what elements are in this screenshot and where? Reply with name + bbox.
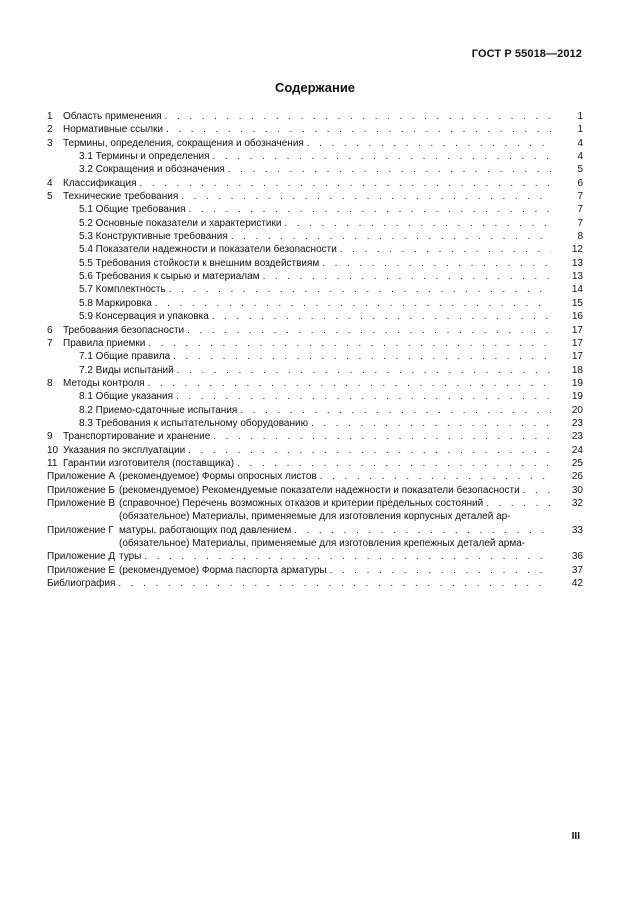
toc-entry-title: 8.2 Приемо-сдаточные испытания bbox=[79, 404, 238, 416]
toc-entry-title: 5.6 Требования к сырью и материалам bbox=[79, 271, 260, 283]
toc-entry-page: 13 bbox=[571, 257, 583, 269]
document-code: ГОСТ Р 55018—2012 bbox=[471, 48, 582, 60]
toc-entry[interactable] bbox=[47, 243, 583, 256]
toc-entry-page: 33 bbox=[571, 524, 583, 536]
toc-entry[interactable] bbox=[47, 324, 583, 337]
toc-entry-title: 5.3 Конструктивные требования bbox=[79, 231, 228, 243]
toc-entry-title: Классификация bbox=[63, 177, 137, 189]
toc-entry-title: Нормативные ссылки bbox=[63, 124, 164, 136]
toc-entry[interactable] bbox=[47, 497, 583, 510]
toc-entry-title: (обязательное) Материалы, применяемые для изготовления корпусных деталей ар- bbox=[119, 511, 511, 523]
toc-entry[interactable] bbox=[47, 163, 583, 176]
toc-entry-title-continued: матуры, работающих под давлением bbox=[119, 524, 292, 536]
toc-entry[interactable] bbox=[47, 577, 583, 590]
toc-entry-title: Гарантии изготовителя (поставщика) bbox=[63, 457, 235, 469]
dot-leader bbox=[228, 163, 551, 176]
toc-entry-page: 4 bbox=[577, 151, 583, 163]
table-of-contents bbox=[47, 110, 583, 590]
dot-leader bbox=[311, 417, 551, 430]
appendix-label: Приложение Д bbox=[47, 551, 116, 563]
toc-entry[interactable] bbox=[47, 484, 583, 497]
toc-entry[interactable] bbox=[47, 110, 583, 123]
toc-entry-number: 11 bbox=[47, 457, 58, 469]
toc-entry-number: 6 bbox=[47, 324, 53, 336]
toc-entry-number: 1 bbox=[47, 111, 53, 122]
toc-entry-title: 7.1 Общие правила bbox=[79, 351, 171, 363]
toc-entry-title: Правила приемки bbox=[63, 337, 146, 349]
toc-entry-number: 3 bbox=[47, 137, 53, 149]
toc-entry-page: 18 bbox=[571, 364, 583, 376]
toc-entry[interactable] bbox=[47, 510, 583, 537]
dot-leader bbox=[523, 484, 551, 497]
toc-entry[interactable] bbox=[47, 190, 583, 203]
toc-entry-title: 7.2 Виды испытаний bbox=[79, 364, 174, 376]
toc-entry[interactable] bbox=[47, 297, 583, 310]
toc-entry-page: 13 bbox=[571, 271, 583, 283]
toc-entry-title: (обязательное) Материалы, применяемые для изготовления крепежных деталей арма- bbox=[119, 538, 526, 549]
page-number: III bbox=[571, 831, 580, 842]
toc-entry-number: 4 bbox=[47, 177, 53, 189]
toc-entry-number: 9 bbox=[47, 431, 53, 443]
dot-leader bbox=[322, 257, 551, 270]
dot-leader bbox=[212, 310, 551, 323]
toc-entry-number: 5 bbox=[47, 191, 53, 203]
toc-entry-page: 7 bbox=[577, 204, 583, 216]
dot-leader bbox=[213, 150, 551, 163]
dot-leader bbox=[188, 444, 551, 457]
toc-entry-page: 12 bbox=[571, 244, 583, 256]
dot-leader bbox=[148, 337, 551, 350]
toc-entry-title: 8.3 Требования к испытательному оборудованию bbox=[79, 417, 309, 429]
toc-entry-page: 19 bbox=[571, 391, 583, 403]
dot-leader bbox=[340, 243, 551, 256]
toc-entry-page: 1 bbox=[577, 111, 583, 122]
toc-entry-page: 37 bbox=[571, 564, 583, 576]
toc-entry-number: 2 bbox=[47, 124, 53, 136]
dot-leader bbox=[320, 470, 551, 483]
dot-leader bbox=[231, 230, 551, 243]
toc-entry[interactable] bbox=[47, 377, 583, 390]
toc-entry-page: 23 bbox=[571, 431, 583, 443]
toc-entry[interactable] bbox=[47, 230, 583, 243]
toc-entry-title: Термины, определения, сокращения и обозначения bbox=[63, 137, 304, 149]
toc-entry[interactable] bbox=[47, 283, 583, 296]
dot-leader bbox=[284, 217, 551, 230]
dot-leader bbox=[307, 137, 551, 150]
dot-leader bbox=[169, 283, 551, 296]
toc-entry[interactable] bbox=[47, 430, 583, 443]
dot-leader bbox=[189, 203, 551, 216]
toc-entry-number: 7 bbox=[47, 337, 53, 349]
dot-leader bbox=[165, 110, 551, 123]
toc-entry-title: (рекомендуемое) Рекомендуемые показатели надежности и показатели безопасности bbox=[119, 484, 520, 496]
toc-entry-title: 5.1 Общие требования bbox=[79, 204, 186, 216]
toc-entry[interactable] bbox=[47, 257, 583, 270]
toc-entry-page: 32 bbox=[571, 497, 583, 509]
toc-entry-title: 5.2 Основные показатели и характеристики bbox=[79, 217, 282, 229]
dot-leader bbox=[140, 177, 551, 190]
toc-entry[interactable] bbox=[47, 364, 583, 377]
toc-entry[interactable] bbox=[47, 270, 583, 283]
dot-leader bbox=[187, 324, 551, 337]
toc-entry[interactable] bbox=[47, 404, 583, 417]
toc-entry[interactable] bbox=[47, 177, 583, 190]
toc-title: Содержание bbox=[274, 80, 356, 95]
toc-entry[interactable] bbox=[47, 337, 583, 350]
toc-entry-number: 8 bbox=[47, 377, 53, 389]
toc-entry[interactable] bbox=[47, 537, 583, 564]
toc-entry-number: 10 bbox=[47, 444, 59, 456]
appendix-label: Приложение В bbox=[47, 497, 116, 509]
dot-leader bbox=[213, 430, 551, 443]
toc-entry-page: 17 bbox=[571, 324, 583, 336]
dot-leader bbox=[148, 377, 551, 390]
dot-leader bbox=[263, 270, 551, 283]
toc-entry-page: 5 bbox=[577, 164, 583, 176]
toc-entry[interactable] bbox=[47, 390, 583, 403]
toc-entry-page: 42 bbox=[571, 578, 583, 590]
toc-entry-page: 26 bbox=[571, 471, 583, 483]
toc-entry-page: 16 bbox=[571, 311, 583, 323]
toc-entry-title-continued: туры bbox=[119, 551, 142, 563]
dot-leader bbox=[486, 497, 551, 510]
dot-leader bbox=[118, 577, 551, 590]
toc-entry-page: 8 bbox=[577, 231, 583, 243]
toc-entry[interactable] bbox=[47, 150, 583, 163]
dot-leader bbox=[181, 190, 551, 203]
toc-entry-page: 6 bbox=[577, 177, 583, 189]
toc-entry-page: 36 bbox=[571, 551, 583, 563]
toc-entry-title: Методы контроля bbox=[63, 377, 145, 389]
toc-entry[interactable] bbox=[47, 470, 583, 483]
appendix-label: Приложение Г bbox=[47, 524, 114, 536]
dot-leader bbox=[144, 550, 551, 563]
toc-entry-title: 3.1 Термины и определения bbox=[79, 151, 210, 163]
dot-leader bbox=[176, 390, 551, 403]
toc-entry-page: 20 bbox=[571, 404, 583, 416]
dot-leader bbox=[173, 350, 551, 363]
toc-entry-page: 4 bbox=[577, 137, 583, 149]
toc-entry-page: 23 bbox=[571, 417, 583, 429]
toc-entry-title: (справочное) Перечень возможных отказов и критерии предельных состояний bbox=[119, 497, 484, 509]
toc-entry[interactable] bbox=[47, 217, 583, 230]
toc-entry[interactable] bbox=[47, 310, 583, 323]
toc-entry-page: 7 bbox=[577, 191, 583, 203]
toc-entry-title: Транспортирование и хранение bbox=[63, 431, 211, 443]
toc-entry-title: Технические требования bbox=[63, 191, 179, 203]
dot-leader bbox=[294, 524, 551, 537]
toc-entry-page: 7 bbox=[577, 217, 583, 229]
toc-entry[interactable] bbox=[47, 350, 583, 363]
toc-entry-page: 17 bbox=[571, 351, 583, 363]
toc-entry-title: 3.2 Сокращения и обозначения bbox=[79, 164, 225, 176]
toc-entry[interactable] bbox=[47, 457, 583, 470]
appendix-label: Приложение А bbox=[47, 471, 116, 483]
toc-entry-page: 30 bbox=[571, 484, 583, 496]
toc-entry[interactable] bbox=[47, 137, 583, 150]
appendix-label: Приложение Б bbox=[47, 484, 115, 496]
toc-entry-title: Область применения bbox=[63, 111, 162, 122]
toc-entry-title: Библиография bbox=[47, 578, 116, 590]
toc-entry-page: 24 bbox=[571, 444, 583, 456]
toc-entry-page: 17 bbox=[571, 337, 583, 349]
appendix-label: Приложение Е bbox=[47, 564, 116, 576]
toc-entry[interactable] bbox=[47, 564, 583, 577]
toc-entry-page: 19 bbox=[571, 377, 583, 389]
toc-entry-title: 5.7 Комплектность bbox=[79, 284, 166, 296]
dot-leader bbox=[330, 564, 551, 577]
dot-leader bbox=[177, 364, 551, 377]
toc-entry-title: 5.8 Маркировка bbox=[79, 297, 152, 309]
dot-leader bbox=[237, 457, 551, 470]
toc-entry[interactable] bbox=[47, 444, 583, 457]
dot-leader bbox=[240, 404, 551, 417]
dot-leader bbox=[155, 297, 551, 310]
dot-leader bbox=[166, 123, 551, 136]
toc-entry[interactable] bbox=[47, 203, 583, 216]
toc-entry-title: Требования безопасности bbox=[63, 324, 185, 336]
toc-entry-page: 15 bbox=[571, 297, 583, 309]
toc-entry[interactable] bbox=[47, 123, 583, 136]
toc-entry-title: 5.5 Требования стойкости к внешним воздействиям bbox=[79, 257, 320, 269]
toc-entry-title: 8.1 Общие указания bbox=[79, 391, 174, 403]
toc-entry-title: (рекомендуемое) Форма паспорта арматуры bbox=[119, 564, 327, 576]
toc-entry-page: 14 bbox=[571, 284, 583, 296]
toc-entry-title: Указания по эксплуатации bbox=[63, 444, 186, 456]
toc-entry-title: (рекомендуемое) Формы опросных листов bbox=[119, 471, 317, 483]
toc-entry-title: 5.9 Консервация и упаковка bbox=[79, 311, 209, 323]
toc-entry[interactable] bbox=[47, 417, 583, 430]
toc-entry-title: 5.4 Показатели надежности и показатели безопасности bbox=[79, 244, 337, 256]
toc-entry-page: 25 bbox=[571, 457, 583, 469]
toc-entry-page: 1 bbox=[577, 124, 583, 136]
